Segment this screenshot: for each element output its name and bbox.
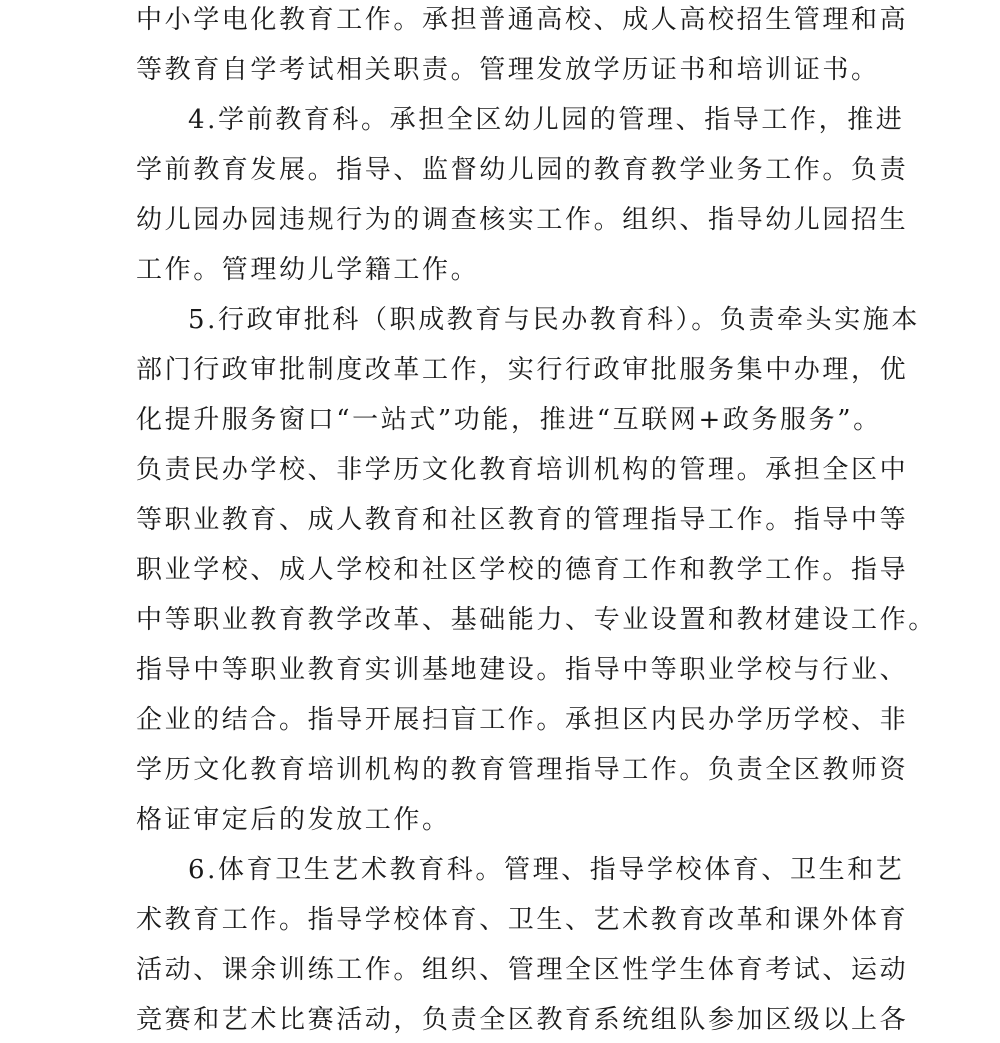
text-line: 格证审定后的发放工作。 [136,805,451,835]
text-line: 等职业教育、成人教育和社区教育的管理指导工作。指导中等 [136,505,909,535]
section-heading-line: 4.学前教育科。承担全区幼儿园的管理、指导工作，推进 [188,105,905,135]
text-line: 等教育自学考试相关职责。管理发放学历证书和培训证书。 [136,55,880,85]
text-line: 学历文化教育培训机构的教育管理指导工作。负责全区教师资 [136,755,909,785]
text-line: 活动、课余训练工作。组织、管理全区性学生体育考试、运动 [136,955,909,985]
text-line: 中等职业教育教学改革、基础能力、专业设置和教材建设工作。 [136,605,937,635]
text-line: 中小学电化教育工作。承担普通高校、成人高校招生管理和高 [136,5,909,35]
text-line: 化提升服务窗口“一站式”功能，推进“互联网+政务服务”。 [136,405,882,435]
section-heading-line: 5.行政审批科（职成教育与民办教育科）。负责牵头实施本 [188,305,921,335]
text-line: 工作。管理幼儿学籍工作。 [136,255,480,285]
text-line: 术教育工作。指导学校体育、卫生、艺术教育改革和课外体育 [136,905,909,935]
text-line: 企业的结合。指导开展扫盲工作。承担区内民办学历学校、非 [136,705,909,735]
section-heading-line: 6.体育卫生艺术教育科。管理、指导学校体育、卫生和艺 [188,855,905,885]
text-line: 竞赛和艺术比赛活动，负责全区教育系统组队参加区级以上各 [136,1005,909,1035]
text-line: 部门行政审批制度改革工作，实行行政审批服务集中办理，优 [136,355,909,385]
text-line: 负责民办学校、非学历文化教育培训机构的管理。承担全区中 [136,455,909,485]
text-line: 幼儿园办园违规行为的调查核实工作。组织、指导幼儿园招生 [136,205,909,235]
text-line: 职业学校、成人学校和社区学校的德育工作和教学工作。指导 [136,555,909,585]
text-line: 学前教育发展。指导、监督幼儿园的教育教学业务工作。负责 [136,155,909,185]
text-line: 指导中等职业教育实训基地建设。指导中等职业学校与行业、 [136,655,909,685]
